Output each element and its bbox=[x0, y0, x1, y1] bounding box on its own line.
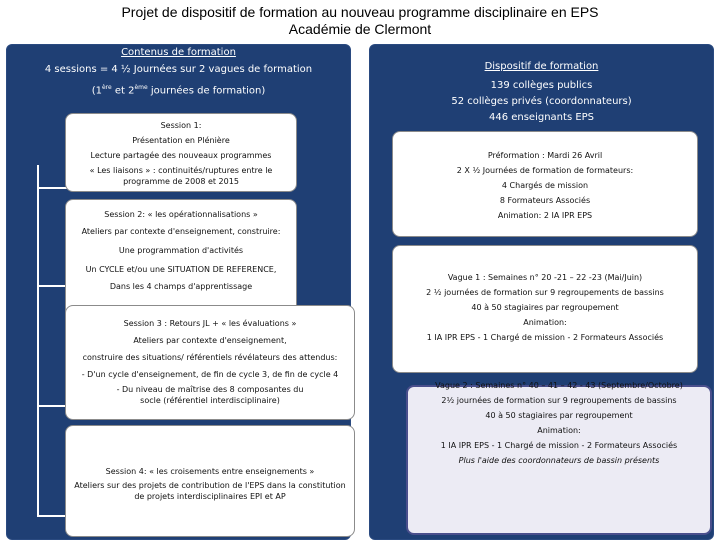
vague-2-line: 2½ journées de formation sur 9 regroupements de bassins bbox=[441, 396, 677, 405]
vague-1-title: Vague 1 : Semaines n° 20 -21 – 22 -23 (Mai/Juin) bbox=[447, 273, 643, 282]
vague-1-line: 1 IA IPR EPS - 1 Chargé de mission - 2 Formateurs Associés bbox=[426, 333, 664, 342]
vague-1-line: Animation: bbox=[523, 318, 567, 327]
session-4-box bbox=[65, 425, 355, 537]
preformation-line: 8 Formateurs Associés bbox=[499, 196, 591, 205]
session-3-line: construire des situations/ référentiels révélateurs des attendus: bbox=[82, 353, 338, 362]
preformation-box bbox=[392, 131, 698, 237]
session-3-line: Ateliers par contexte d'enseignement, bbox=[133, 336, 287, 345]
preformation-title: Préformation : Mardi 26 Avril bbox=[487, 151, 603, 160]
stat-colleges-prives: 52 collèges privés (coordonnateurs) bbox=[451, 96, 632, 107]
contenus-header: Contenus de formation bbox=[121, 47, 236, 58]
vague-1-box bbox=[392, 245, 698, 373]
session-1-title: Session 1: bbox=[160, 121, 202, 130]
title-line-2: Académie de Clermont bbox=[288, 21, 432, 37]
vague-2-line: 40 à 50 stagiaires par regroupement bbox=[485, 411, 633, 420]
connector-session-3 bbox=[37, 405, 67, 407]
dispositif-header: Dispositif de formation bbox=[484, 61, 599, 72]
connector-session-4 bbox=[37, 515, 67, 517]
preformation-line: 4 Chargés de mission bbox=[501, 181, 589, 190]
session-1-box bbox=[65, 113, 297, 192]
page-title bbox=[0, 4, 720, 38]
session-4-line: Ateliers sur des projets de contribution de l'EPS dans la constitution de projets interdisciplinaires EPI et AP bbox=[74, 481, 346, 501]
connector-session-2 bbox=[37, 285, 67, 287]
preformation-line: Animation: 2 IA IPR EPS bbox=[497, 211, 593, 220]
vague-2-line: Animation: bbox=[537, 426, 581, 435]
session-4-title: Session 4: « les croisements entre enseignements » bbox=[105, 467, 315, 476]
dispositif-panel bbox=[369, 44, 714, 540]
vague-1-line: 40 à 50 stagiaires par regroupement bbox=[471, 303, 619, 312]
title-line-1: Projet de dispositif de formation au nouveau programme disciplinaire en EPS bbox=[121, 4, 599, 20]
stat-colleges-publics: 139 collèges publics bbox=[490, 80, 593, 91]
vague-2-note: Plus l'aide des coordonnateurs de bassin présents bbox=[458, 456, 660, 465]
vague-2-title: Vague 2 : Semaines n° 40 – 41 – 42 - 43 (Septembre/Octobre) bbox=[435, 381, 683, 390]
sessions-summary: 4 sessions = 4 ½ Journées sur 2 vagues de formation bbox=[44, 64, 313, 75]
session-2-line: Ateliers par contexte d'enseignement, construire: bbox=[81, 227, 281, 236]
connector-session-1 bbox=[37, 187, 67, 189]
preformation-line: 2 X ½ Journées de formation de formateurs: bbox=[456, 166, 634, 175]
session-1-line: Présentation en Plénière bbox=[132, 136, 230, 145]
session-3-line: - Du niveau de maîtrise des 8 composantes du socle (référentiel interdisciplinaire) bbox=[116, 385, 304, 405]
session-3-box bbox=[65, 305, 355, 420]
vague-2-box bbox=[406, 381, 712, 535]
connector-vertical bbox=[37, 165, 39, 517]
session-1-line: « Les liaisons » : continuités/ruptures entre le programme de 2008 et 2015 bbox=[89, 166, 273, 186]
session-1-line: Lecture partagée des nouveaux programmes bbox=[90, 151, 272, 160]
session-2-line: Dans les 4 champs d'apprentissage bbox=[109, 282, 253, 291]
contenus-panel bbox=[6, 44, 351, 540]
vague-2-line: 1 IA IPR EPS - 1 Chargé de mission - 2 Formateurs Associés bbox=[440, 441, 678, 450]
session-3-line: - D'un cycle d'enseignement, de fin de cycle 3, de fin de cycle 4 bbox=[81, 370, 339, 379]
session-2-line: Une programmation d'activités bbox=[118, 246, 244, 255]
session-3-title: Session 3 : Retours JL + « les évaluations » bbox=[123, 319, 297, 328]
days-summary: (1ère et 2ème journées de formation) bbox=[91, 84, 266, 97]
stat-enseignants: 446 enseignants EPS bbox=[488, 112, 595, 123]
session-2-title: Session 2: « les opérationnalisations » bbox=[104, 210, 258, 219]
vague-1-line: 2 ½ journées de formation sur 9 regroupements de bassins bbox=[426, 288, 664, 297]
session-2-line: Un CYCLE et/ou une SITUATION DE REFERENCE, bbox=[85, 265, 277, 274]
